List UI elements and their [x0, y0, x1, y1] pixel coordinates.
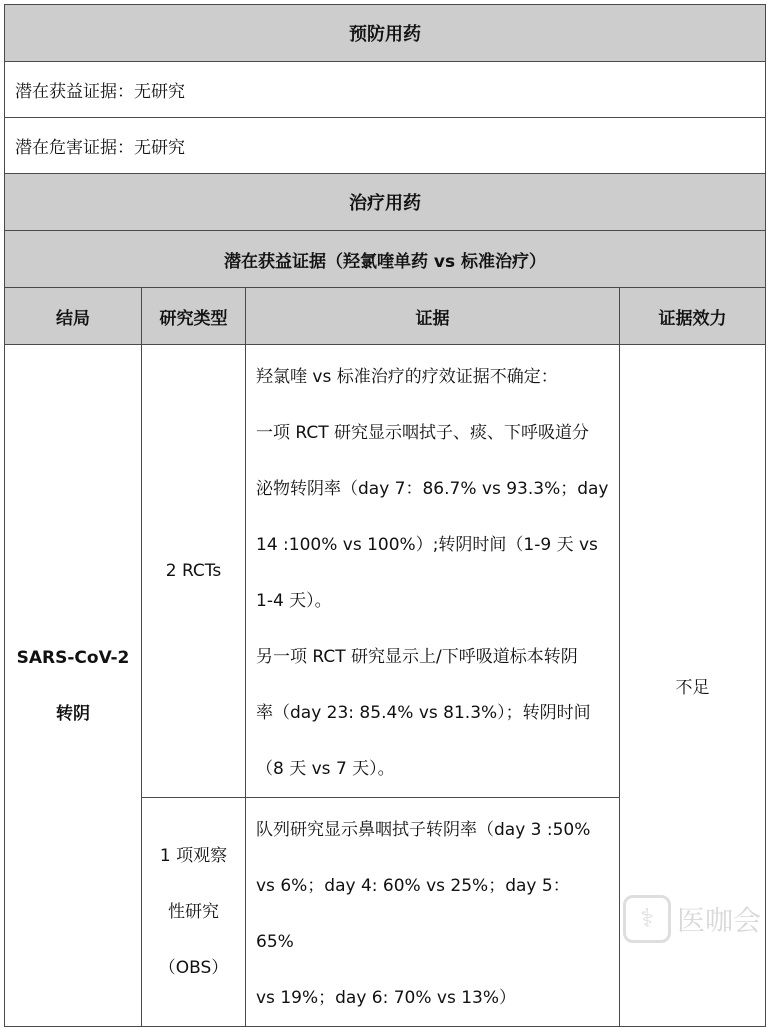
strength-cell: 不足 — [620, 345, 766, 1027]
table-row — [5, 345, 766, 798]
doctor-logo-icon: ⚕ — [623, 895, 671, 943]
column-header-evidence: 证据 — [246, 288, 620, 345]
study-type-cell — [142, 798, 246, 1027]
outcome-line-1: SARS-CoV-2 — [16, 647, 130, 668]
evidence-line: vs 19%；day 6: 70% vs 13%） — [256, 988, 517, 1008]
prevention-header: 预防用药 — [5, 5, 766, 62]
prevention-harm-row: 潜在危害证据：无研究 — [5, 118, 766, 174]
study-type-cell — [142, 345, 246, 798]
evidence-cell — [246, 345, 620, 798]
treatment-header: 治疗用药 — [5, 174, 766, 231]
evidence-table — [4, 4, 766, 1027]
column-header-strength: 证据效力 — [620, 288, 766, 345]
evidence-line: 14 :100% vs 100%）;转阴时间（1-9 天 vs — [256, 535, 598, 555]
evidence-line: 率（day 23: 85.4% vs 81.3%）；转阴时间 — [256, 703, 591, 723]
prevention-benefit-row: 潜在获益证据：无研究 — [5, 62, 766, 118]
study-type-line: 1 项观察 — [159, 846, 228, 866]
evidence-line: 羟氯喹 vs 标准治疗的疗效证据不确定： — [256, 367, 558, 387]
column-header-study-type: 研究类型 — [142, 288, 246, 345]
watermark — [623, 895, 761, 943]
evidence-line: 队列研究显示鼻咽拭子转阴率（day 3 :50% — [256, 820, 591, 840]
study-type-line: 2 RCTs — [165, 561, 222, 581]
treatment-subheader: 潜在获益证据（羟氯喹单药 vs 标准治疗） — [5, 231, 766, 288]
outcome-cell — [5, 345, 142, 1027]
evidence-line: 泌物转阴率（day 7：86.7% vs 93.3%；day — [256, 479, 609, 499]
evidence-cell — [246, 798, 620, 1027]
evidence-line: 一项 RCT 研究显示咽拭子、痰、下呼吸道分 — [256, 423, 590, 443]
outcome-line-2: 转阴 — [56, 703, 90, 724]
study-type-line: 性研究 — [168, 902, 219, 922]
evidence-line: 另一项 RCT 研究显示上/下呼吸道标本转阴 — [256, 647, 578, 667]
evidence-line: vs 6%；day 4: 60% vs 25%；day 5： 65% — [256, 876, 570, 952]
evidence-line: （8 天 vs 7 天）。 — [256, 759, 395, 779]
study-type-line: （OBS） — [158, 958, 229, 978]
evidence-line: 1-4 天）。 — [256, 591, 332, 611]
watermark-brand: 医咖会 — [676, 904, 761, 937]
column-header-outcome: 结局 — [5, 288, 142, 345]
